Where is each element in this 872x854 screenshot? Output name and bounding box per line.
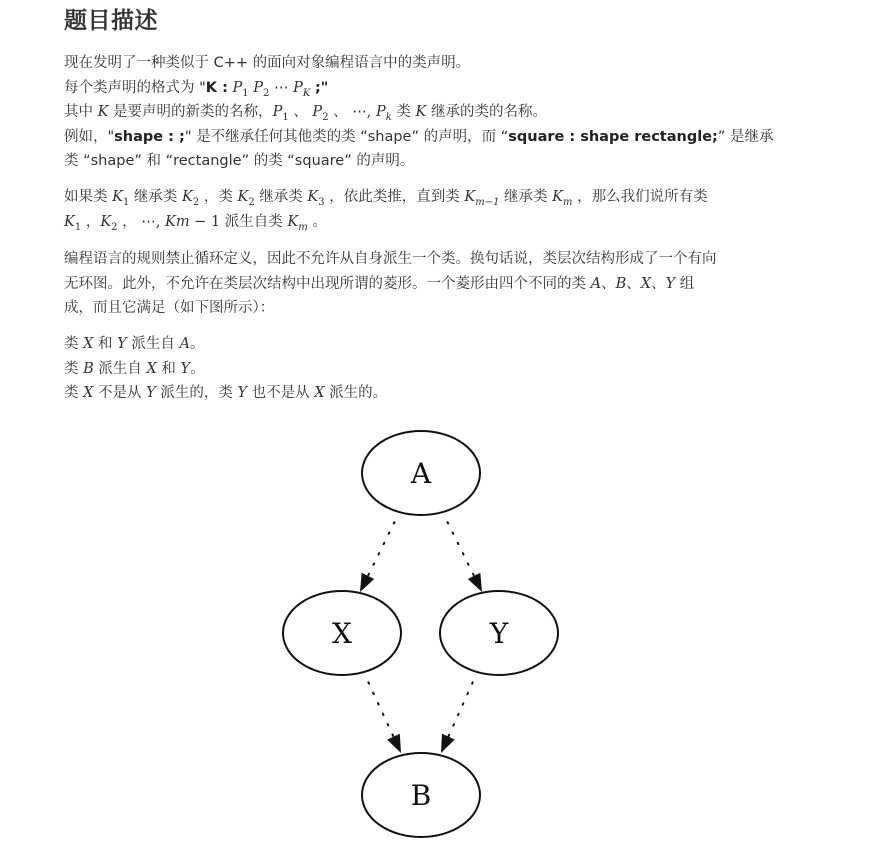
- arrowhead-y-to-b: [441, 734, 455, 753]
- paragraph-class-declaration: [64, 51, 844, 174]
- text-line: 如果类 $K_1$ 继承类 $K_2$ ，类 $K_2$ 继承类 $K_3$ ，依此类推，直到类 $K_{m-1}$ 继承类 $K_m$ ，那么我们说所有类: [64, 189, 708, 208]
- diamond-diagram: [270, 420, 580, 850]
- text-line: 其中 K 是要声明的新类的名称，$P_1$ 、 $P_2$ 、 ⋯, $P_k$ 类 K 继承的类的名称。: [64, 104, 547, 123]
- text-line: 例如，"shape : ;" 是不继承任何其他类的类 “shape” 的声明，而 “square : shape rectangle;” 是继承: [64, 128, 774, 145]
- edge-y-to-b: [448, 682, 473, 738]
- paragraph-diamond-rule: [64, 247, 844, 321]
- node-a: [362, 431, 480, 515]
- text-line: 每个类声明的格式为 "K : $P_1$ $P_2$ ⋯ $P_K$ ;": [64, 79, 329, 99]
- paragraph-diamond-conditions: [64, 332, 844, 406]
- text-line: 无环图。此外，不允许在类层次结构中出现所谓的菱形。一个菱形由四个不同的类 A、B、X、Y 组: [64, 275, 695, 292]
- text-line: 现在发明了一种类似于 C++ 的面向对象编程语言中的类声明。: [64, 55, 471, 71]
- arrowhead-a-to-x: [360, 573, 374, 592]
- node-label: X: [332, 617, 352, 650]
- text-line: 类 “shape” 和 “rectangle” 的类 “square” 的声明。: [64, 153, 415, 169]
- arrowhead-x-to-b: [387, 734, 401, 753]
- node-label: B: [410, 779, 432, 812]
- condition-line: 类 X 和 Y 派生自 A。: [64, 336, 205, 352]
- text-line: $K_1$ ，$K_2$ ， ⋯, Km − 1 派生自类 $K_m$ 。: [64, 213, 327, 233]
- condition-line: 类 B 派生自 X 和 Y。: [64, 360, 205, 377]
- text-line: 成，而且它满足（如下图所示）：: [64, 300, 275, 316]
- paragraph-inheritance-chain: [64, 185, 844, 234]
- edge-a-to-y: [448, 522, 475, 577]
- node-label: Y: [489, 617, 509, 650]
- node-label: A: [410, 457, 432, 490]
- edge-x-to-b: [368, 682, 394, 738]
- node-y: [440, 591, 558, 675]
- node-x: [283, 591, 401, 675]
- page-title: 题目描述: [64, 8, 158, 34]
- condition-line: 类 X 不是从 Y 派生的，类 Y 也不是从 X 派生的。: [64, 385, 388, 401]
- arrowhead-a-to-y: [468, 573, 482, 592]
- node-b: [362, 753, 480, 837]
- text-line: 编程语言的规则禁止循环定义，因此不允许从自身派生一个类。换句话说，类层次结构形成了一个有向: [64, 251, 717, 267]
- diagram-nodes: [283, 431, 558, 837]
- edge-a-to-x: [367, 522, 394, 577]
